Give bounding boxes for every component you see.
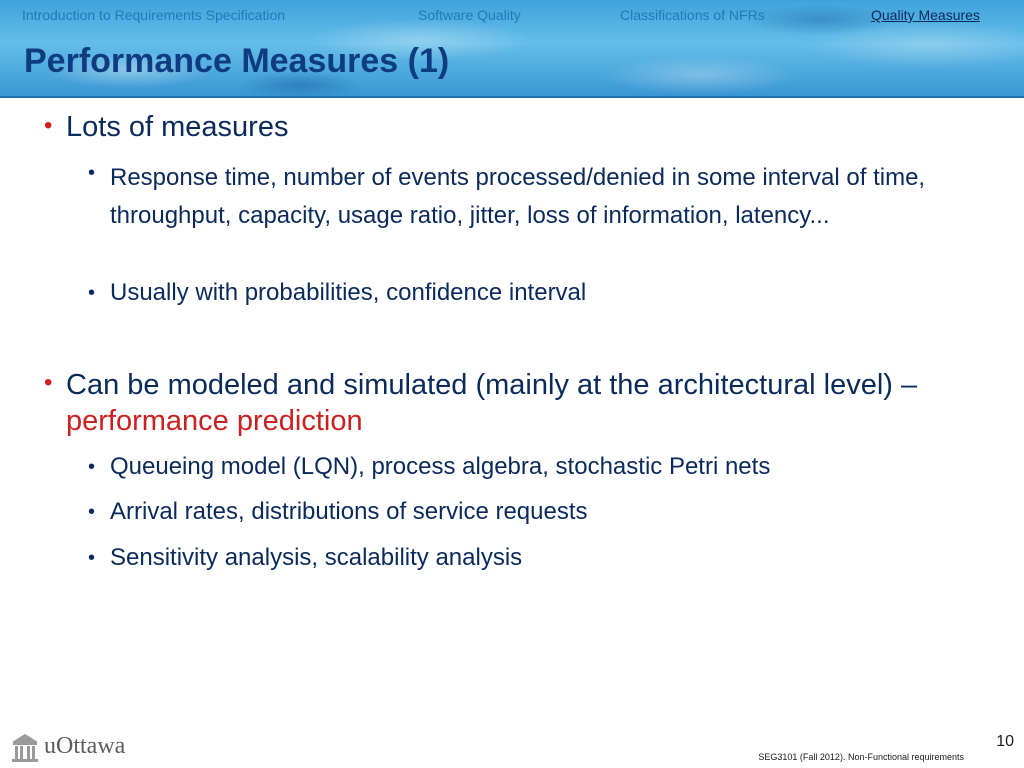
bullet-2-main: Can be modeled and simulated (mainly at the architectural level) – [66, 369, 918, 401]
page-number: 10 [996, 733, 1014, 750]
nav-link-software-quality[interactable]: Software Quality [418, 7, 521, 23]
nav-link-introduction[interactable]: Introduction to Requirements Specification [22, 7, 286, 23]
sub-bullet-marker: • [88, 547, 96, 569]
bullet-1-text: Lots of measures [66, 111, 289, 143]
header-banner [0, 0, 1024, 96]
bullet-2-text [66, 367, 966, 439]
bullet-2-sub-2: Arrival rates, distributions of service requests [110, 498, 588, 525]
slide-title: Performance Measures (1) [24, 42, 450, 80]
sub-bullet-marker: • [88, 501, 96, 523]
sub-bullet-marker: • [88, 162, 96, 184]
header-divider [0, 96, 1024, 98]
sub-bullet-marker: • [88, 282, 96, 304]
university-logo-text: uOttawa [44, 733, 126, 759]
bullet-marker: • [44, 369, 53, 396]
university-logo-icon [10, 732, 40, 764]
nav-link-quality-measures[interactable]: Quality Measures [871, 7, 980, 23]
nav-link-classifications[interactable]: Classifications of NFRs [620, 7, 765, 23]
bullet-2-sub-1: Queueing model (LQN), process algebra, stochastic Petri nets [110, 453, 771, 480]
course-footer: SEG3101 (Fall 2012). Non-Functional requirements [758, 752, 964, 762]
performance-prediction-highlight: performance prediction [66, 405, 363, 437]
bullet-1-sub-1: Response time, number of events processed/denied in some interval of time, throughput, capacity, usage ratio, jitter, loss of information, latency... [110, 164, 926, 229]
bullet-2-sub-3: Sensitivity analysis, scalability analysis [110, 544, 523, 571]
bullet-1-sub-2: Usually with probabilities, confidence interval [110, 279, 587, 306]
bullet-marker: • [44, 112, 53, 139]
sub-bullet-marker: • [88, 456, 96, 478]
